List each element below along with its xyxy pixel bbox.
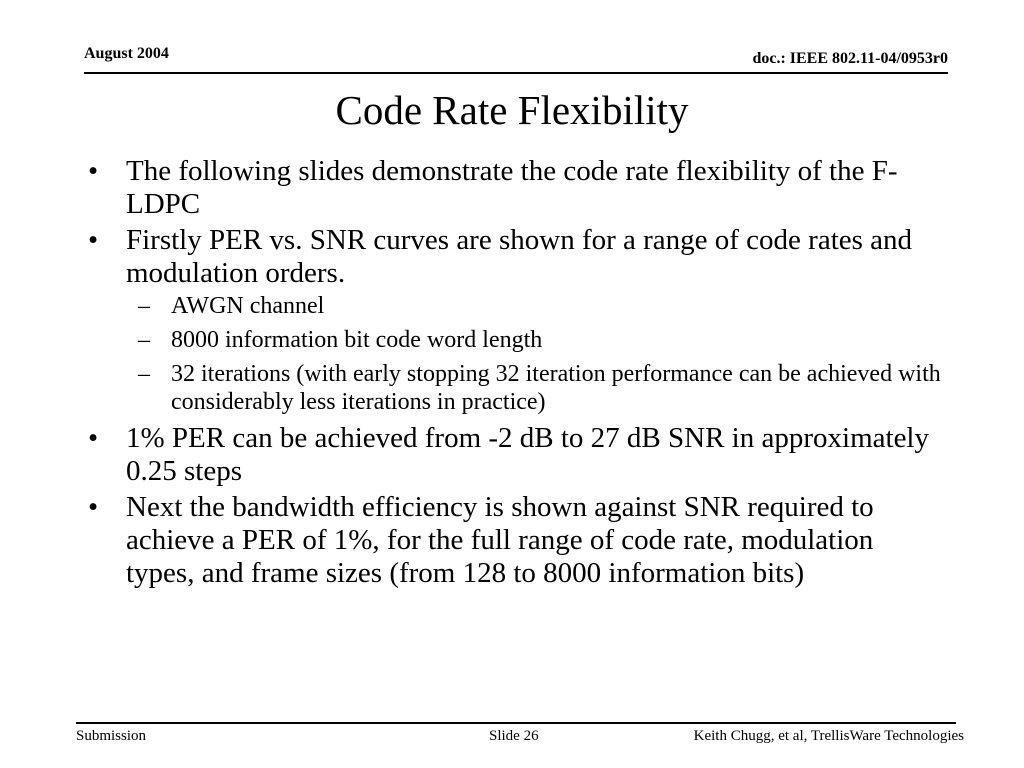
sub-bullet-marker: – [138,361,150,387]
slide-title: Code Rate Flexibility [335,87,689,133]
sub-bullet-text: 8000 information bit code word length [171,327,543,353]
footer-submission: Submission [76,728,147,744]
bullet-marker: • [88,224,99,256]
footer-authors: Keith Chugg, et al, TrellisWare Technologies [693,728,964,744]
header-divider [84,72,948,74]
bullet-list [88,155,948,590]
bullet-item [88,422,948,488]
bullet-text: Next the bandwidth efficiency is shown against SNR required to achieve a PER of 1%, for the full range of code rate, modulation types, and frame sizes (from 128 to 8000 information bits) [126,491,874,589]
sub-bullet-item [126,292,948,320]
bullet-text: The following slides demonstrate the code rate flexibility of the F-LDPC [126,155,898,220]
header-doc-id: doc.: IEEE 802.11-04/0953r0 [752,50,948,67]
sub-bullet-item [126,326,948,354]
bullet-item [88,224,948,416]
footer-divider [76,722,956,724]
bullet-text: 1% PER can be achieved from -2 dB to 27 dB SNR in approximately 0.25 steps [126,422,929,487]
sub-bullet-list [126,292,948,416]
bullet-text: Firstly PER vs. SNR curves are shown for a range of code rates and modulation orders. [126,224,913,289]
sub-bullet-text: 32 iterations (with early stopping 32 iteration performance can be achieved with considerably less iterations in practice) [171,361,941,415]
bullet-item [88,155,948,221]
bullet-item [88,491,948,590]
bullet-marker: • [88,155,99,187]
footer-slide-number: Slide 26 [489,728,539,744]
sub-bullet-marker: – [138,293,150,319]
slide-content [88,155,948,593]
sub-bullet-text: AWGN channel [171,293,325,319]
sub-bullet-marker: – [138,327,150,353]
header-date: August 2004 [84,45,169,62]
bullet-marker: • [88,422,99,454]
bullet-marker: • [88,491,99,523]
sub-bullet-item [126,360,948,416]
